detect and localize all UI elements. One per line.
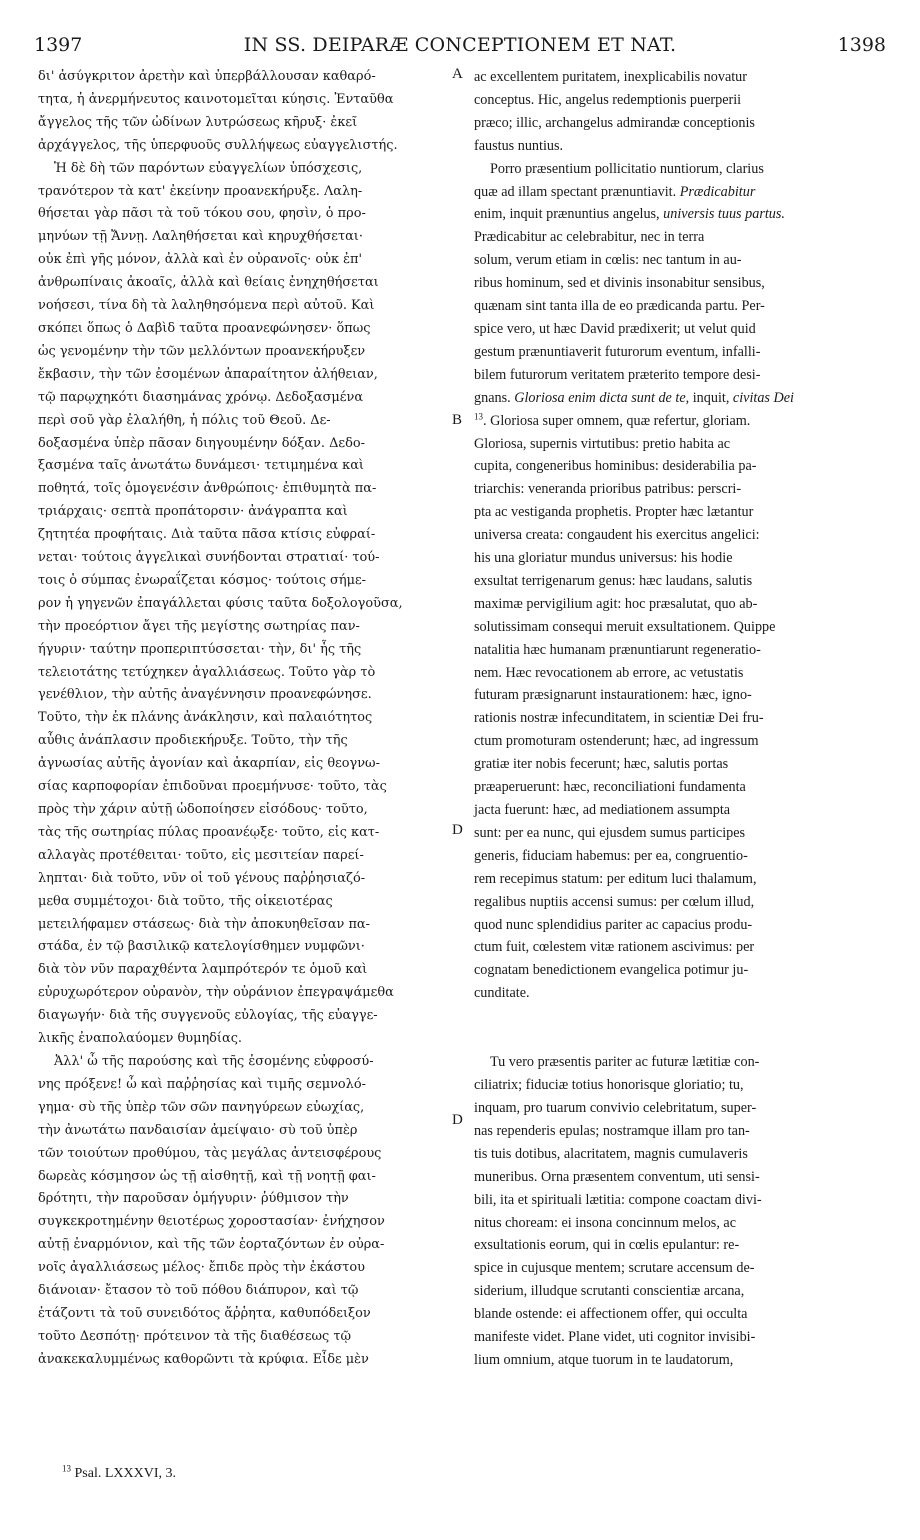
latin-line: maximæ pervigilium agit: hoc præsalutat, quo ab- — [474, 595, 758, 612]
latin-line: nitus choream: ei insona concinnum melos, ac — [474, 1214, 737, 1231]
greek-line: ήγυριν· ταύτην προπεριπτύσσεται· τὴν, δι' ἧς τῆς — [38, 641, 362, 657]
latin-line — [474, 410, 886, 433]
greek-line: τητα, ἡ ἀνερμήνευτος καινοτομεῖται κύησις. Ἐνταῦθα — [38, 91, 394, 107]
greek-line: ληπται· διὰ τοῦτο, νῦν οἱ τοῦ γένους παῤῥησιαζό- — [38, 870, 366, 886]
latin-line: Porro præsentium pollicitatio nuntiorum, clarius — [490, 160, 764, 177]
latin-line: ribus hominum, sed et divinis insonabitur sensibus, — [474, 275, 765, 292]
latin-line: manifeste videt. Plane videt, uti cognitor invisibi- — [474, 1329, 756, 1346]
greek-line: ἀνθρωπίναις ἀκοαῖς, ἀλλὰ καὶ θείαις ἐνηχηθήσεται — [38, 275, 379, 291]
greek-line: τὴν ἀνωτάτω πανδαισίαν ἀμείψαιο· σὺ τοῦ ὑπὲρ — [38, 1122, 358, 1138]
latin-line: lium omnium, atque tuorum in te laudatorum, — [474, 1351, 734, 1368]
greek-line: νεται· τούτοις ἀγγελικαὶ συνήδονται στρατιαί· τού- — [38, 550, 380, 566]
latin-line: universa creata: congaudent his exercitus angelici: — [474, 527, 760, 544]
running-title: IN SS. DEIPARÆ CONCEPTIONEM ET NAT. — [243, 34, 677, 56]
greek-line: αὖθις ἀνάπλασιν προδιεκήρυξε. Τοῦτο, τὴν τῆς — [38, 733, 348, 749]
latin-line: cognatam benedictionem evangelica potimur ju- — [474, 962, 749, 979]
latin-line: præco; illic, archangelus admirandæ conceptionis — [474, 114, 755, 131]
greek-column — [38, 66, 448, 1372]
greek-line: σκόπει ὅπως ὁ Δαβὶδ ταῦτα προανεφώνησεν· ὅπως — [38, 320, 371, 336]
footnote-text: Psal. LXXXVI, 3. — [71, 1466, 176, 1481]
latin-line: spice vero, ut hæc David prædixerit; ut velut quid — [474, 320, 756, 337]
latin-line: bilem futurorum veritatem præterito tempore desi- — [474, 366, 761, 383]
latin-line: gestum prænuntiaverit futurorum eventum, infalli- — [474, 343, 761, 360]
footnote-ref: 13 — [474, 410, 483, 421]
latin-line: siderium, illudque scrutanti conscientiæ arcana, — [474, 1283, 745, 1300]
greek-line: ποθητά, τοῖς ὁμογενέσιν ἀνθρώποις· ἐπιθυμητὰ πα- — [38, 481, 377, 497]
greek-line: οὐκ ἐπὶ γῆς μόνον, ἀλλὰ καὶ ἐν οὐρανοῖς· οὐκ ἐπ' — [38, 252, 363, 268]
greek-paragraph-3 — [38, 1051, 448, 1372]
margin-letter-d1: D — [452, 822, 463, 838]
margin-letter-b: B — [452, 412, 463, 428]
latin-line: conceptus. Hic, angelus redemptionis puerperii — [474, 91, 742, 108]
latin-line: rem recepimus statum: per editum luci thalamum, — [474, 870, 757, 887]
latin-line: exsultationis eorum, qui in cœlis epulantur: re- — [474, 1237, 740, 1254]
margin-letter-a: A — [452, 66, 463, 82]
greek-line: τοῦτο Δεσπότῃ· πρότεινον τὰ τῆς διαθέσεως τῷ — [38, 1328, 352, 1344]
paragraph-gap — [474, 1005, 886, 1051]
latin-text: inquit, — [689, 389, 733, 406]
greek-line: διὰ τὸν νῦν παραχθέντα λαμπρότερόν τε ὁμοῦ καὶ — [38, 962, 368, 978]
latin-line: quænam sint tanta illa de eo prædicanda partu. Per- — [474, 298, 765, 315]
latin-line: nas rependeris epulas; nostramque illam pro tan- — [474, 1122, 750, 1139]
latin-line — [474, 203, 886, 226]
greek-line: Ἀλλ' ὦ τῆς παρούσης καὶ τῆς ἐσομένης εὐφροσύ- — [54, 1053, 374, 1069]
latin-text: quæ ad illam spectant prænuntiavit. — [474, 183, 680, 200]
greek-line: μεθα συμμέτοχοι· διὰ τοῦτο, τῆς οἰκειοτέρας — [38, 893, 333, 909]
page-header — [34, 34, 886, 60]
greek-line: τρανότερον τὰ κατ' ἐκείνην προανεκήρυξε. Λαλη- — [38, 183, 363, 199]
greek-line: λικῆς ἐναπολαύομεν θυμηδίας. — [38, 1031, 243, 1047]
greek-line: ρον ἡ γηγενῶν ἐπαγάλλεται φύσις ταῦτα δοξολογοῦσα, — [38, 595, 403, 611]
latin-paragraph-2 — [474, 158, 886, 1006]
latin-line: cupita, congeneribus hominibus: desiderabilia pa- — [474, 458, 757, 475]
greek-line: συγκεκροτημένην θειοτέρως χοροστασίαν· ἐνήχησον — [38, 1214, 385, 1230]
greek-line: ἀνακεκαλυμμένως καθορῶντι τὰ κρύφια. Εἶδε μὲν — [38, 1351, 369, 1367]
latin-line: rationis nostræ infecunditatem, in scientiæ Dei fru- — [474, 710, 764, 727]
greek-line: γημα· σὺ τῆς ὑπὲρ τῶν σῶν πανηγύρεων εὐωχίας, — [38, 1099, 365, 1115]
latin-line: cunditate. — [474, 985, 530, 1002]
latin-paragraph-1 — [474, 66, 886, 158]
latin-line: solutissimam consequi meruit exsultationem. Quippe — [474, 618, 776, 635]
greek-line: Τοῦτο, τὴν ἐκ πλάνης ἀνάκλησιν, καὶ παλαιότητος — [38, 710, 373, 726]
greek-line: γενέθλιον, τὴν αὐτῆς ἀναγέννησιν προανεφώνησε. — [38, 687, 372, 703]
latin-line: Tu vero præsentis pariter ac futuræ lætitiæ con- — [490, 1054, 760, 1071]
latin-line: futuram præsignarunt instaurationem: hæc, igno- — [474, 687, 752, 704]
latin-line — [474, 387, 886, 410]
page-number-right: 1398 — [837, 34, 886, 56]
latin-line: his una gloriatur mundus universus: his hodie — [474, 550, 733, 567]
greek-line: νοήσεσι, τίνα δὴ τὰ λαληθησόμενα περὶ αὐτοῦ. Καὶ — [38, 298, 375, 314]
latin-line: blande ostende: ei affectionem offer, qui occulta — [474, 1306, 748, 1323]
latin-line: pta ac vestiganda prophetis. Propter hæc lætantur — [474, 504, 754, 521]
page-number-left: 1397 — [34, 34, 83, 56]
latin-text: gnans. — [474, 389, 511, 406]
latin-line: tis tuis dotibus, alacritatem, magnis cumulaveris — [474, 1145, 748, 1162]
latin-line: spice in cujusque mentem; scrutare accensum de- — [474, 1260, 755, 1277]
latin-text: enim, inquit prænuntius angelus, — [474, 206, 664, 223]
greek-line: τῶν τοιούτων προθύμου, τὰς μεγάλας ἀντεισφέρους — [38, 1145, 382, 1161]
greek-line: εὐρυχωρότερον οὐρανὸν, τὴν οὐράνιον ἐπεγραψάμεθα — [38, 985, 394, 1001]
latin-line: nem. Hæc revocationem ab errore, ac vetustatis — [474, 664, 744, 681]
greek-line: Ἡ δὲ δὴ τῶν παρόντων εὐαγγελίων ὑπόσχεσις, — [54, 160, 363, 176]
greek-line: διαγωγήν· διὰ τῆς συγγενοῦς εὐλογίας, τῆς εὐαγγε- — [38, 1008, 378, 1024]
greek-line: ὡς γενομένην τὴν τῶν μελλόντων προανεκήρυξεν — [38, 343, 366, 359]
greek-line: ζητητέα προφήταις. Διὰ ταῦτα πᾶσα κτίσις εὐφραί- — [38, 527, 376, 543]
greek-line: στάδα, ἐν τῷ βασιλικῷ κατελογίσθημεν νυμφῶνι· — [38, 939, 365, 955]
latin-italic: Gloriosa enim dicta sunt de te, — [514, 389, 690, 406]
greek-line: δωρεὰς κόσμησον ὡς τῇ αἰσθητῇ, καὶ τῇ νοητῇ φαι- — [38, 1168, 376, 1184]
latin-line: præaperuerunt: hæc, reconciliationi fundamenta — [474, 779, 746, 796]
latin-line: jacta fuerunt: hæc, ad mediationem assumpta — [474, 802, 731, 818]
greek-line: μετειλήφαμεν στάσεως· διὰ τὴν ἀποκυηθεῖσαν πα- — [38, 916, 370, 932]
latin-column — [474, 66, 886, 1372]
latin-line: muneribus. Orna præsentem conventum, uti sensi- — [474, 1168, 760, 1185]
latin-italic: civitas Dei — [732, 389, 794, 406]
latin-line: ciliatrix; fiduciæ totius honorisque gloriatio; tu, — [474, 1077, 744, 1094]
latin-italic: universis tuus partus. — [663, 206, 785, 223]
greek-line: ἔκβασιν, τὴν τῶν ἐσομένων ἀπαραίτητον ἀλήθειαν, — [38, 366, 378, 382]
footnote-mark: 13 — [62, 1463, 71, 1474]
latin-line: bili, ita et spirituali lætitia: compone coactam divi- — [474, 1191, 762, 1208]
latin-line: natalitia hæc humanam prænuntiarunt regeneratio- — [474, 641, 761, 658]
greek-line: δι' ἀσύγκριτον ἀρετὴν καὶ ὑπερβάλλουσαν καθαρό- — [38, 69, 376, 84]
margin-letter-d2: D — [452, 1112, 463, 1128]
greek-line: ἀγνωσίας αὐτῆς ἀγονίαν καὶ ἀκαρπίαν, εἰς θεογνω- — [38, 756, 380, 772]
latin-line: inquam, pro tuarum convivio celebritatum, super- — [474, 1099, 757, 1116]
greek-line: τοις ὁ σύμπας ἐνωραΐζεται κόσμος· τούτοις σήμε- — [38, 572, 366, 588]
latin-line: ctum promoturam ostenderunt; hæc, ad ingressum — [474, 733, 759, 750]
greek-line: σίας καρποφορίαν ἐπιδοῦναι προεμήνυσε· τοῦτο, τὰς — [38, 779, 387, 795]
latin-line: solum, verum etiam in cœlis: nec tantum in au- — [474, 252, 742, 269]
greek-line: αὐτῇ ἐναρμόνιον, καὶ τῆς τῶν ἑορταζόντων ἐν οὐρα- — [38, 1237, 385, 1253]
latin-line — [474, 181, 886, 204]
greek-line: περὶ σοῦ γὰρ ἐλαλήθη, ἡ πόλις τοῦ Θεοῦ. Δε- — [38, 412, 331, 428]
latin-line: regalibus nuptiis accensi sumus: per cœlum illud, — [474, 893, 755, 910]
greek-line: ἀρχάγγελος, τῆς ὑπερφυοῦς συλλήψεως εὐαγγελιστής. — [38, 137, 398, 153]
greek-line: ξασμένα ταῖς ἀνωτάτω δυνάμεσι· τετιμημένα καὶ — [38, 458, 364, 474]
greek-line: νης πρόξενε! ὦ καὶ παῤῥησίας καὶ τιμῆς σεμνολό- — [38, 1076, 366, 1092]
latin-line: triarchis: veneranda prioribus patribus: perscri- — [474, 481, 742, 498]
greek-line: τὰς τῆς σωτηρίας πύλας προανέῳξε· τοῦτο, εἰς κατ- — [38, 824, 380, 840]
greek-line: τῷ παρῳχηκότι διασημάνας χρόνῳ. Δεδοξασμένα — [38, 389, 364, 405]
greek-line: αλλαγὰς προτέθειται· τοῦτο, εἰς μεσιτείαν παρεί- — [38, 847, 364, 863]
greek-line: θήσεται γὰρ πᾶσι τὰ τοῦ τόκου σου, φησὶν, ὁ προ- — [38, 206, 366, 222]
greek-paragraph-1 — [38, 66, 448, 158]
latin-line: Prædicabitur ac celebrabitur, nec in terra — [474, 229, 705, 246]
greek-line: τὴν προεόρτιον ἄγει τῆς μεγίστης σωτηρίας παν- — [38, 618, 360, 634]
latin-line: gratiæ iter nobis fecerunt; hæc, salutis portas — [474, 756, 729, 773]
greek-paragraph-2 — [38, 158, 448, 1051]
latin-line: Gloriosa, supernis virtutibus: pretio habita ac — [474, 435, 731, 452]
greek-line: ἄγγελος τῆς τῶν ὠδίνων λυτρώσεως κῆρυξ· ἐκεῖ — [38, 114, 358, 130]
latin-line: faustus nuntius. — [474, 137, 564, 154]
greek-line: ἐτάζοντι τὰ τοῦ συνειδότος ἄῤῥητα, καθυπόδειξον — [38, 1305, 371, 1321]
latin-paragraph-3 — [474, 1051, 886, 1372]
latin-line: sunt: per ea nunc, qui ejusdem sumus participes — [474, 824, 746, 841]
latin-line: ctum fuit, cœlestem vitæ rationem ascivimus: per — [474, 939, 755, 956]
latin-text: . Gloriosa super omnem, quæ refertur, gloriam. — [483, 412, 751, 429]
greek-line: διάνοιαν· ἔτασον τὸ τοῦ πόθου διάπυρον, καὶ τῷ — [38, 1283, 359, 1299]
greek-line: νοῖς ἀγαλλιάσεως μέλος· ἔπιδε πρὸς τὴν ἑκάστου — [38, 1260, 365, 1276]
latin-line: quod nunc splendidius pariter ac capacius produ- — [474, 916, 753, 933]
footnote — [62, 1463, 176, 1482]
greek-line: δοξασμένα ὑπὲρ πᾶσαν διηγουμένην δόξαν. Δεδο- — [38, 435, 365, 451]
latin-italic: Prædicabitur — [679, 183, 756, 200]
greek-line: μηνύων τῇ Ἄννῃ. Λαληθήσεται καὶ κηρυχθήσεται· — [38, 229, 363, 245]
latin-line: exsultat terrigenarum genus: hæc laudans, salutis — [474, 572, 753, 589]
greek-line: δρότητι, τὴν παροῦσαν ὁμήγυριν· ῥύθμισον τὴν — [38, 1191, 349, 1207]
latin-line: generis, fiduciam habemus: per ea, congruentio- — [474, 847, 748, 864]
greek-line: πρὸς τὴν χάριν αὐτῇ ὡδοποίησεν εἰσόδους· τοῦτο, — [38, 802, 368, 817]
greek-line: τριάρχαις· σεπτὰ προπάτορσιν· ἀνάγραπτα καὶ — [38, 504, 348, 520]
latin-line: ac excellentem puritatem, inexplicabilis novatur — [474, 69, 748, 85]
greek-line: τελειοτάτης τετύχηκεν ἀγαλλιάσεως. Τοῦτο γὰρ τὸ — [38, 664, 376, 680]
